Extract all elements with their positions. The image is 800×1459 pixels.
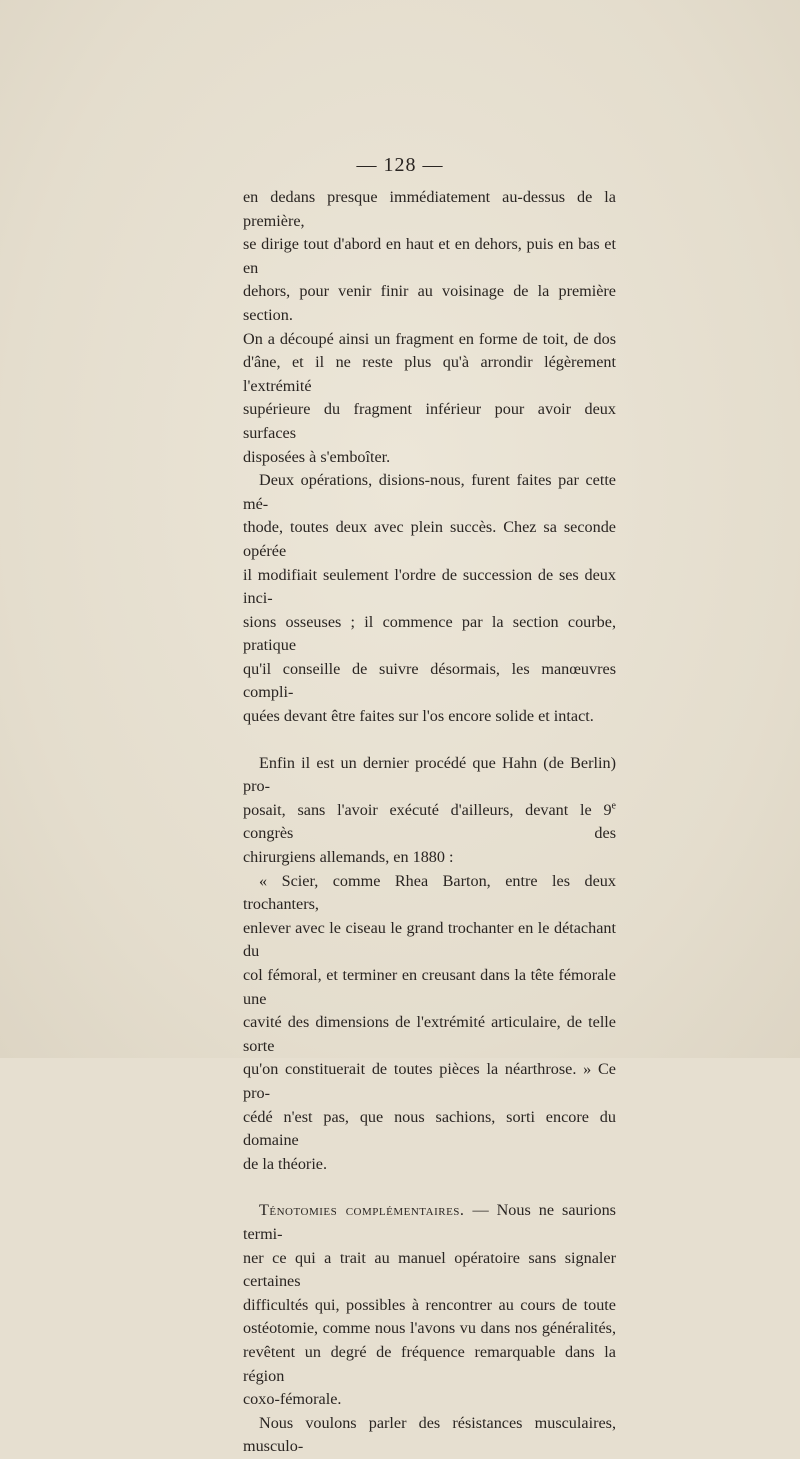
text-line: difficultés qui, possibles à rencontrer au cours de toute (243, 1295, 616, 1314)
text-fragment: — Nous ne saurions termi- (243, 1201, 616, 1243)
paragraph-5 (243, 1199, 616, 1411)
section-heading: Ténotomies complémentaires. (259, 1201, 465, 1220)
text-line: d'âne, et il ne reste plus qu'à arrondir légèrement l'extrémité (243, 353, 616, 395)
text-line: ostéotomie, comme nous l'avons vu dans nos généralités, (243, 1319, 616, 1338)
text-line (243, 799, 616, 846)
text-line: qu'il conseille de suivre désormais, les manœuvres compli- (243, 659, 616, 702)
text-line: de la théorie. (243, 1154, 328, 1173)
text-line: « Scier, comme Rhea Barton, entre les deux trochanters, (243, 871, 616, 914)
text-line: se dirige tout d'abord en haut et en dehors, puis en bas et en (243, 235, 616, 277)
text-line: en dedans presque immédiatement au-dessus de la première, (243, 188, 616, 230)
text-line: supérieure du fragment inférieur pour avoir deux surfaces (243, 400, 616, 442)
paragraph-2 (243, 469, 616, 729)
text-line (243, 1199, 616, 1246)
page-number: — 128 — (356, 154, 444, 176)
text-line: cédé n'est pas, que nous sachions, sorti encore du domaine (243, 1107, 616, 1150)
text-line: disposées à s'emboîter. (243, 447, 391, 466)
text-line: coxo-fémorale. (243, 1390, 342, 1409)
text-line: dehors, pour venir finir au voisinage de la première section. (243, 282, 616, 324)
body-text (243, 186, 616, 1459)
text-line: Nous voulons parler des résistances musculaires, musculo- (243, 1413, 616, 1456)
text-line: col fémoral, et terminer en creusant dans la tête fémorale une (243, 966, 616, 1008)
text-line: quées devant être faites sur l'os encore solide et intact. (243, 707, 594, 726)
text-line: ner ce qui a trait au manuel opératoire sans signaler certaines (243, 1248, 616, 1291)
superscript: e (611, 800, 616, 812)
text-line: il modifiait seulement l'ordre de succession de ses deux inci- (243, 565, 616, 608)
text-line: Enfin il est un dernier procédé que Hahn (de Berlin) pro- (243, 753, 616, 796)
text-line: qu'on constituerait de toutes pièces la néarthrose. » Ce pro- (243, 1060, 616, 1102)
paragraph-1 (243, 186, 616, 469)
text-fragment: posait, sans l'avoir exécuté d'ailleurs, devant le 9 (243, 800, 612, 819)
text-line: Deux opérations, disions-nous, furent faites par cette mé- (243, 471, 616, 513)
text-line: enlever avec le ciseau le grand trochanter en le détachant du (243, 918, 616, 961)
text-line: sions osseuses ; il commence par la section courbe, pratique (243, 612, 616, 655)
paragraph-gap (243, 729, 616, 752)
paragraph-4-quote (243, 870, 616, 1177)
text-fragment: congrès des (243, 824, 616, 843)
text-line: revêtent un degré de fréquence remarquable dans la région (243, 1342, 616, 1385)
paragraph-gap (243, 1176, 616, 1199)
text-line: thode, toutes deux avec plein succès. Chez sa seconde opérée (243, 518, 616, 560)
paragraph-3 (243, 752, 616, 870)
text-line: cavité des dimensions de l'extrémité articulaire, de telle sorte (243, 1013, 616, 1055)
text-line: On a découpé ainsi un fragment en forme de toit, de dos (243, 329, 616, 348)
text-line: chirurgiens allemands, en 1880 : (243, 848, 454, 867)
paragraph-6 (243, 1412, 616, 1459)
